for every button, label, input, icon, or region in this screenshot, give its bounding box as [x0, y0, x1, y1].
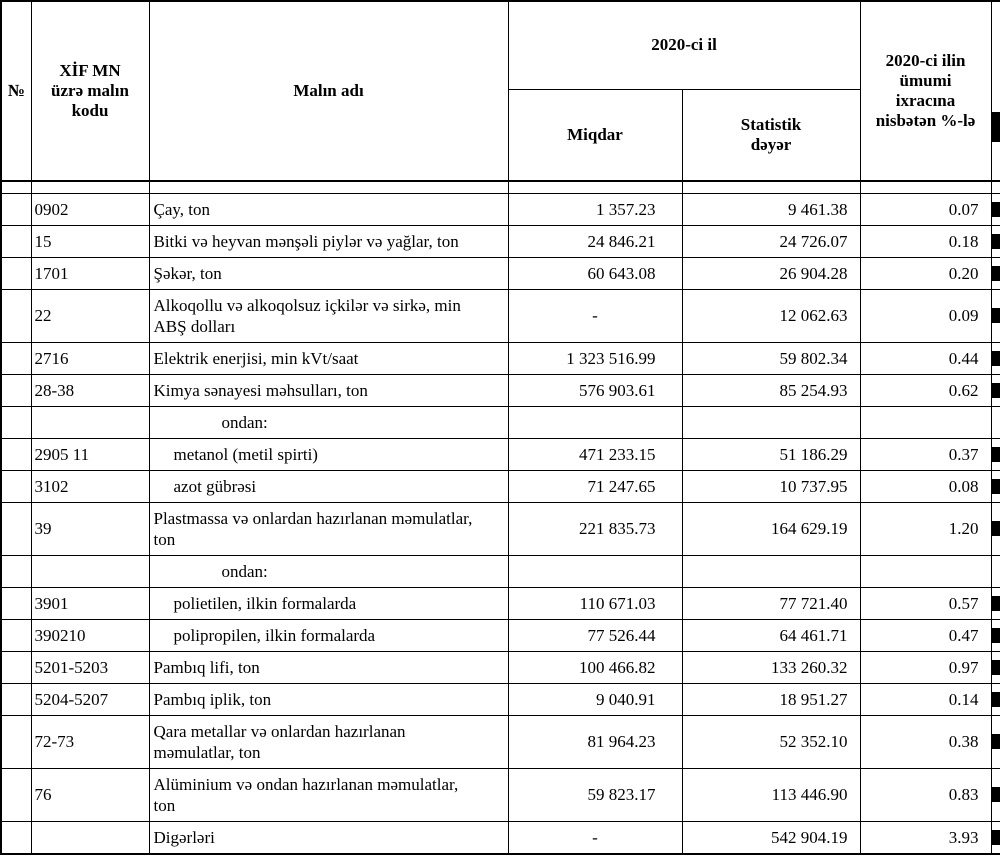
row-pct-cell: 0.08 — [860, 470, 991, 502]
row-value-cell: 133 260.32 — [682, 651, 860, 683]
row-value-cell: 85 254.93 — [682, 374, 860, 406]
table-row — [1, 587, 1000, 619]
row-no-cell — [1, 289, 31, 342]
row-no-cell — [1, 406, 31, 438]
cutoff-mark — [992, 234, 1000, 249]
row-qty-cell: - — [508, 289, 682, 342]
row-name-cell: Alüminium və ondan hazırlanan məmulatlar, ton — [149, 768, 508, 821]
table-row — [1, 555, 1000, 587]
col-header-no-label: № — [7, 81, 25, 100]
table-row — [1, 342, 1000, 374]
cutoff-mark — [992, 596, 1000, 611]
row-pct-cell: 0.20 — [860, 257, 991, 289]
row-value-cell: 164 629.19 — [682, 502, 860, 555]
row-code-cell: 1701 — [31, 257, 149, 289]
row-qty-cell: 81 964.23 — [508, 715, 682, 768]
col-header-qty — [508, 89, 682, 181]
row-qty-cell: 471 233.15 — [508, 438, 682, 470]
cutoff-mark — [992, 383, 1000, 398]
table-row — [1, 438, 1000, 470]
row-qty-cell: 9 040.91 — [508, 683, 682, 715]
row-name-cell: ondan: — [149, 406, 508, 438]
separator-cell — [31, 181, 149, 193]
row-no-cell — [1, 683, 31, 715]
row-name-cell: metanol (metil spirti) — [149, 438, 508, 470]
row-name-cell: ondan: — [149, 555, 508, 587]
row-pct-cell: 3.93 — [860, 821, 991, 854]
row-edge-cutoff-cell — [991, 342, 1000, 374]
row-pct-cell: 0.37 — [860, 438, 991, 470]
row-code-cell: 0902 — [31, 193, 149, 225]
row-name-cell: polipropilen, ilkin formalarda — [149, 619, 508, 651]
col-header-qty-label: Miqdar — [567, 124, 623, 144]
row-no-cell — [1, 225, 31, 257]
table-row — [1, 651, 1000, 683]
row-value-cell: 77 721.40 — [682, 587, 860, 619]
row-value-cell: 52 352.10 — [682, 715, 860, 768]
row-name-cell: polietilen, ilkin formalarda — [149, 587, 508, 619]
table-edge-cutoff-cell — [991, 1, 1000, 181]
row-edge-cutoff-cell — [991, 619, 1000, 651]
row-qty-cell: 60 643.08 — [508, 257, 682, 289]
row-name-cell: Şəkər, ton — [149, 257, 508, 289]
row-code-cell: 390210 — [31, 619, 149, 651]
row-pct-cell: 1.20 — [860, 502, 991, 555]
row-edge-cutoff-cell — [991, 555, 1000, 587]
row-value-cell: 64 461.71 — [682, 619, 860, 651]
row-name-cell: Çay, ton — [149, 193, 508, 225]
row-edge-cutoff-cell — [991, 225, 1000, 257]
separator-row — [1, 181, 1000, 193]
row-code-cell: 15 — [31, 225, 149, 257]
row-code-cell: 2716 — [31, 342, 149, 374]
col-header-code-label: XİF MN üzrə malın kodu — [51, 61, 129, 120]
row-name-cell: Bitki və heyvan mənşəli piylər və yağlar, ton — [149, 225, 508, 257]
col-header-name-label: Malın adı — [293, 81, 364, 100]
row-code-cell: 3102 — [31, 470, 149, 502]
row-edge-cutoff-cell — [991, 374, 1000, 406]
row-edge-cutoff-cell — [991, 587, 1000, 619]
row-pct-cell: 0.47 — [860, 619, 991, 651]
separator-cell — [682, 181, 860, 193]
col-header-code — [31, 1, 149, 181]
table-row — [1, 193, 1000, 225]
row-no-cell — [1, 651, 31, 683]
row-code-cell: 76 — [31, 768, 149, 821]
row-edge-cutoff-cell — [991, 257, 1000, 289]
row-name-cell: Elektrik enerjisi, min kVt/saat — [149, 342, 508, 374]
row-name-cell: Plastmassa və onlardan hazırlanan məmulatlar, ton — [149, 502, 508, 555]
table-row — [1, 683, 1000, 715]
cutoff-mark — [992, 202, 1000, 217]
row-qty-cell: 59 823.17 — [508, 768, 682, 821]
row-name-cell: Digərləri — [149, 821, 508, 854]
table-body — [1, 181, 1000, 854]
table-row — [1, 619, 1000, 651]
row-name-cell: Pambıq iplik, ton — [149, 683, 508, 715]
row-edge-cutoff-cell — [991, 406, 1000, 438]
row-no-cell — [1, 587, 31, 619]
cutoff-mark — [992, 787, 1000, 802]
row-value-cell — [682, 406, 860, 438]
cutoff-mark — [992, 734, 1000, 749]
col-header-year-group — [508, 1, 860, 89]
row-edge-cutoff-cell — [991, 289, 1000, 342]
row-no-cell — [1, 342, 31, 374]
row-qty-cell: 100 466.82 — [508, 651, 682, 683]
cutoff-mark — [992, 628, 1000, 643]
row-edge-cutoff-cell — [991, 715, 1000, 768]
cutoff-mark — [992, 447, 1000, 462]
row-pct-cell: 0.38 — [860, 715, 991, 768]
row-no-cell — [1, 257, 31, 289]
row-qty-cell — [508, 406, 682, 438]
row-no-cell — [1, 502, 31, 555]
row-value-cell: 18 951.27 — [682, 683, 860, 715]
separator-cell — [991, 181, 1000, 193]
row-pct-cell: 0.57 — [860, 587, 991, 619]
cutoff-mark — [992, 521, 1000, 536]
row-edge-cutoff-cell — [991, 768, 1000, 821]
row-code-cell: 2905 11 — [31, 438, 149, 470]
row-no-cell — [1, 555, 31, 587]
row-qty-cell — [508, 555, 682, 587]
cutoff-mark — [992, 266, 1000, 281]
row-code-cell — [31, 555, 149, 587]
col-header-value — [682, 89, 860, 181]
row-pct-cell: 0.97 — [860, 651, 991, 683]
row-qty-cell: 1 323 516.99 — [508, 342, 682, 374]
row-no-cell — [1, 619, 31, 651]
row-edge-cutoff-cell — [991, 821, 1000, 854]
row-no-cell — [1, 821, 31, 854]
col-header-year-label: 2020-ci il — [651, 35, 717, 55]
row-value-cell: 59 802.34 — [682, 342, 860, 374]
row-value-cell: 26 904.28 — [682, 257, 860, 289]
row-value-cell: 12 062.63 — [682, 289, 860, 342]
header-row-top — [1, 1, 1000, 89]
row-qty-cell: 24 846.21 — [508, 225, 682, 257]
table-row — [1, 289, 1000, 342]
row-pct-cell: 0.62 — [860, 374, 991, 406]
row-name-cell: Qara metallar və onlardan hazırlanan məmulatlar, ton — [149, 715, 508, 768]
row-edge-cutoff-cell — [991, 470, 1000, 502]
row-code-cell: 5201-5203 — [31, 651, 149, 683]
row-code-cell: 39 — [31, 502, 149, 555]
cutoff-mark — [992, 830, 1000, 845]
row-qty-cell: 1 357.23 — [508, 193, 682, 225]
row-qty-cell: 77 526.44 — [508, 619, 682, 651]
row-edge-cutoff-cell — [991, 683, 1000, 715]
row-value-cell: 51 186.29 — [682, 438, 860, 470]
row-no-cell — [1, 470, 31, 502]
row-value-cell: 10 737.95 — [682, 470, 860, 502]
table-row — [1, 821, 1000, 854]
row-edge-cutoff-cell — [991, 193, 1000, 225]
col-header-pct-label: 2020-ci ilin ümumi ixracına nisbətən %-lə — [875, 51, 976, 130]
col-header-no — [1, 1, 31, 181]
row-qty-cell: - — [508, 821, 682, 854]
row-name-cell: azot gübrəsi — [149, 470, 508, 502]
row-value-cell — [682, 555, 860, 587]
row-qty-cell: 576 903.61 — [508, 374, 682, 406]
cutoff-mark — [992, 660, 1000, 675]
cutoff-mark — [992, 308, 1000, 323]
row-edge-cutoff-cell — [991, 502, 1000, 555]
row-edge-cutoff-cell — [991, 438, 1000, 470]
row-pct-cell — [860, 555, 991, 587]
row-pct-cell: 0.18 — [860, 225, 991, 257]
row-no-cell — [1, 715, 31, 768]
row-pct-cell — [860, 406, 991, 438]
separator-cell — [860, 181, 991, 193]
separator-cell — [1, 181, 31, 193]
row-value-cell: 9 461.38 — [682, 193, 860, 225]
row-qty-cell: 221 835.73 — [508, 502, 682, 555]
row-value-cell: 542 904.19 — [682, 821, 860, 854]
table-row — [1, 470, 1000, 502]
row-pct-cell: 0.09 — [860, 289, 991, 342]
cutoff-mark — [992, 351, 1000, 366]
col-header-pct — [860, 1, 991, 181]
cutoff-mark — [992, 479, 1000, 494]
table-row — [1, 257, 1000, 289]
row-qty-cell: 71 247.65 — [508, 470, 682, 502]
row-pct-cell: 0.07 — [860, 193, 991, 225]
row-no-cell — [1, 768, 31, 821]
row-code-cell — [31, 406, 149, 438]
row-edge-cutoff-cell — [991, 651, 1000, 683]
row-code-cell: 5204-5207 — [31, 683, 149, 715]
row-code-cell: 22 — [31, 289, 149, 342]
row-name-cell: Kimya sənayesi məhsulları, ton — [149, 374, 508, 406]
row-pct-cell: 0.14 — [860, 683, 991, 715]
row-code-cell: 3901 — [31, 587, 149, 619]
row-pct-cell: 0.44 — [860, 342, 991, 374]
row-value-cell: 113 446.90 — [682, 768, 860, 821]
cutoff-mark — [992, 112, 1000, 142]
table-row — [1, 502, 1000, 555]
row-value-cell: 24 726.07 — [682, 225, 860, 257]
table-row — [1, 768, 1000, 821]
row-name-cell: Pambıq lifi, ton — [149, 651, 508, 683]
separator-cell — [508, 181, 682, 193]
separator-cell — [149, 181, 508, 193]
row-no-cell — [1, 438, 31, 470]
row-no-cell — [1, 193, 31, 225]
col-header-name — [149, 1, 508, 181]
table-row — [1, 225, 1000, 257]
row-name-cell: Alkoqollu və alkoqolsuz içkilər və sirkə, min ABŞ dolları — [149, 289, 508, 342]
row-code-cell: 72-73 — [31, 715, 149, 768]
row-code-cell — [31, 821, 149, 854]
row-pct-cell: 0.83 — [860, 768, 991, 821]
table-row — [1, 715, 1000, 768]
table-header — [1, 1, 1000, 181]
table-row — [1, 374, 1000, 406]
row-no-cell — [1, 374, 31, 406]
cutoff-mark — [992, 692, 1000, 707]
row-qty-cell: 110 671.03 — [508, 587, 682, 619]
row-code-cell: 28-38 — [31, 374, 149, 406]
table-row — [1, 406, 1000, 438]
col-header-value-label: Statistik dəyər — [740, 114, 802, 154]
